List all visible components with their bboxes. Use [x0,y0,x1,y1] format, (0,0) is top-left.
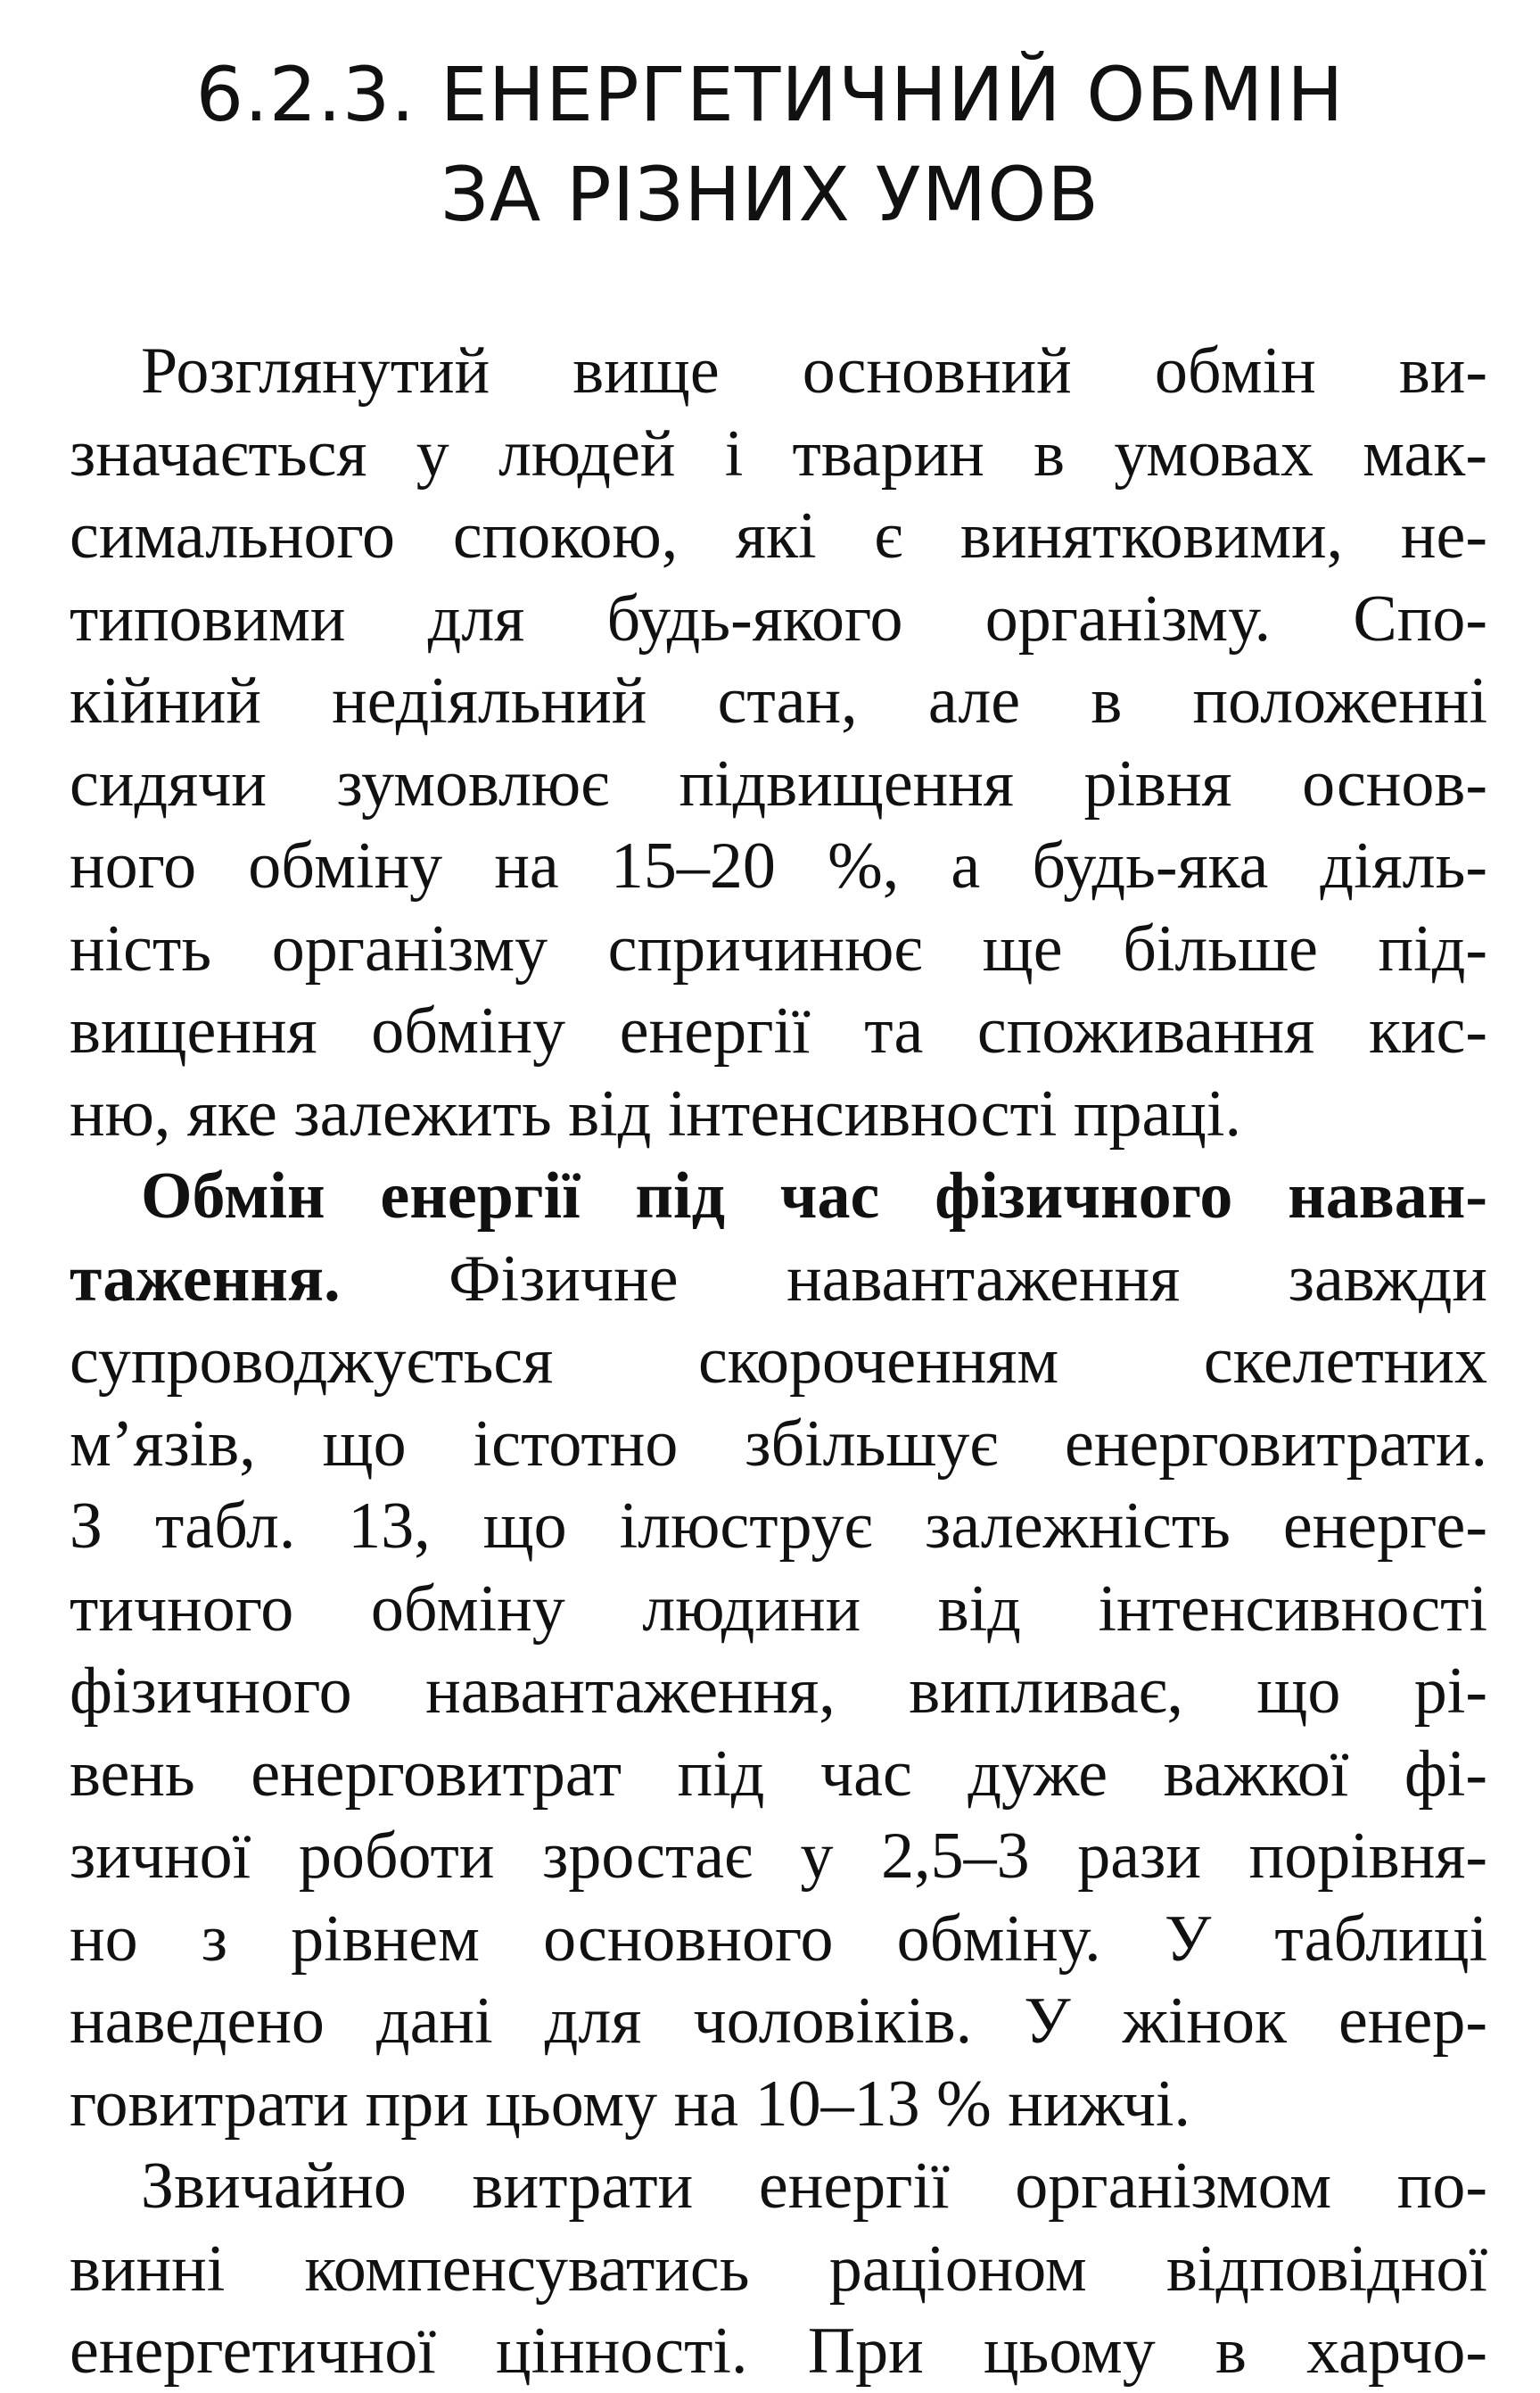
run-in-heading-end: таження. [70,1242,341,1316]
paragraph-basal-metabolism [70,330,1487,1155]
text-line: винні компенсуватись раціоном відповідної [70,2232,1487,2306]
section-heading-line-1: 6.2.3. ЕНЕРГЕТИЧНИЙ ОБМІН [195,51,1345,138]
text-line: симального спокою, які є винятковими, не- [70,499,1487,573]
text-line: З табл. 13, що ілюструє залежність енерге- [70,1489,1487,1563]
text-run: Фізичне навантаження завжди [340,1242,1487,1316]
text-line: вень енерговитрат під час дуже важкої фі- [70,1737,1487,1811]
text-line: супроводжується скороченням скелетних [70,1324,1487,1398]
paragraph-physical-load [70,1155,1487,2145]
text-line: кійний недіяльний стан, але в положенні [70,664,1487,738]
text-line: Розглянутий вище основний обмін ви- [141,334,1487,408]
text-line: Звичайно витрати енергії організмом по- [141,2150,1487,2223]
paragraph-energy-compensation [70,2145,1487,2393]
text-line: значається у людей і тварин в умовах мак- [70,417,1487,491]
text-line: ного обміну на 15–20 %, а будь-яка діяль- [70,829,1487,903]
text-line: типовими для будь-якого організму. Спо- [70,582,1487,656]
section-heading [0,45,1540,244]
text-line: енергетичної цінності. При цьому в харчо- [70,2315,1487,2388]
section-heading-line-2: ЗА РІЗНИХ УМОВ [441,151,1099,238]
text-line: сидячи зумовлює підвищення рівня основ- [70,747,1487,821]
text-line: наведено дані для чоловіків. У жінок енер- [70,1985,1487,2058]
run-in-heading: Обмін енергії під час фізичного наван- [141,1159,1487,1233]
text-line [70,1238,1487,1321]
text-line: ню, яке залежить від інтенсивності праці. [70,1077,1241,1151]
text-line: зичної роботи зростає у 2,5–3 рази порівня- [70,1820,1487,1893]
text-line [70,1155,1487,1238]
text-line: вищення обміну енергії та споживання кис- [70,994,1487,1068]
text-line: но з рівнем основного обміну. У таблиці [70,1902,1487,1976]
text-line: ність організму спричинює ще більше під- [70,912,1487,986]
text-line: фізичного навантаження, випливає, що рі- [70,1654,1487,1728]
text-line: м’язів, що істотно збільшує енерговитрати. [70,1407,1487,1481]
text-line: говитрати при цьому на 10–13 % нижчі. [70,2067,1190,2141]
text-line: тичного обміну людини від інтенсивності [70,1572,1487,1646]
